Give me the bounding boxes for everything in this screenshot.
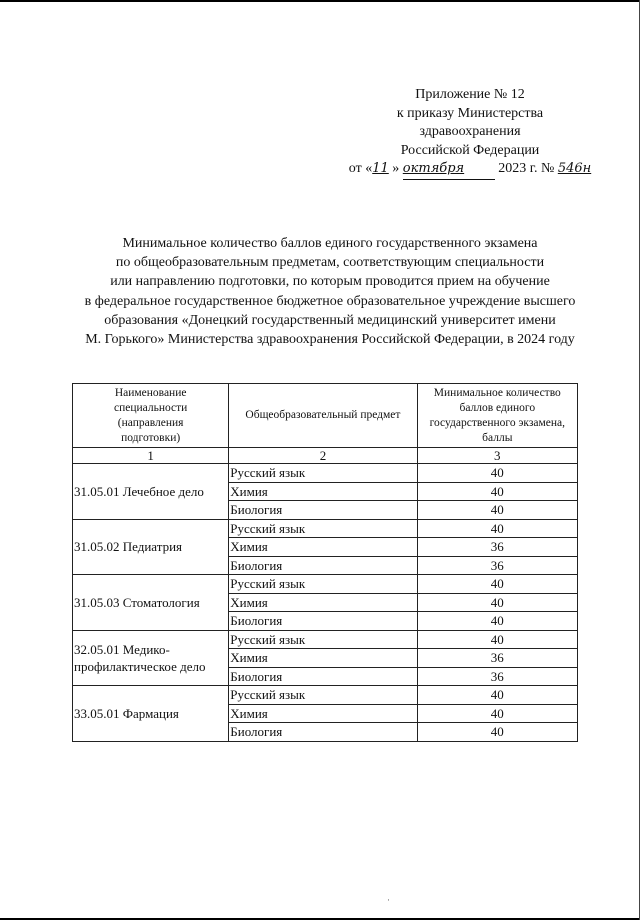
- subject-cell: Русский язык: [229, 519, 417, 538]
- table-row: [73, 630, 578, 649]
- score-cell: 40: [417, 612, 577, 631]
- date-month-field: [403, 160, 495, 180]
- score-cell: 40: [417, 464, 577, 483]
- table-body: [73, 464, 578, 742]
- subject-cell: Биология: [229, 723, 417, 742]
- order-number: 546н: [557, 161, 592, 176]
- subject-cell: Русский язык: [229, 686, 417, 705]
- subject-cell: Химия: [229, 704, 417, 723]
- column-number: 2: [229, 448, 417, 464]
- table-row: [73, 519, 578, 538]
- specialty-cell: 31.05.03 Стоматология: [73, 575, 229, 631]
- min-scores-table: [72, 383, 578, 742]
- score-cell: 36: [417, 649, 577, 668]
- subject-cell: Биология: [229, 501, 417, 520]
- score-cell: 36: [417, 556, 577, 575]
- title-line: или направлению подготовки, по которым проводится прием на обучение: [110, 274, 550, 290]
- table-row: [73, 464, 578, 483]
- appendix-order-ref: к приказу Министерства: [396, 105, 544, 121]
- score-cell: 40: [417, 630, 577, 649]
- title-line: образования «Донецкий государственный медицинский университет имени: [104, 312, 556, 328]
- score-cell: 36: [417, 538, 577, 557]
- title-line: в федеральное государственное бюджетное образовательное учреждение высшего: [84, 293, 576, 309]
- specialty-cell: 33.05.01 Фармация: [73, 686, 229, 742]
- date-prefix: от «: [348, 161, 373, 176]
- score-cell: 40: [417, 519, 577, 538]
- score-cell: 36: [417, 667, 577, 686]
- subject-cell: Химия: [229, 538, 417, 557]
- subject-cell: Химия: [229, 649, 417, 668]
- subject-cell: Биология: [229, 612, 417, 631]
- subject-cell: Биология: [229, 556, 417, 575]
- score-cell: 40: [417, 723, 577, 742]
- specialty-cell: 31.05.02 Педиатрия: [73, 519, 229, 575]
- title-line: М. Горького» Министерства здравоохранения Российской Федерации, в 2024 году: [85, 332, 575, 348]
- date-day: 11: [372, 161, 389, 176]
- column-number: 3: [417, 448, 577, 464]
- table-row: [73, 686, 578, 705]
- table-row: [73, 575, 578, 594]
- scan-edge-top: [0, 0, 640, 2]
- appendix-ministry: здравоохранения: [419, 124, 521, 139]
- date-mid: »: [392, 161, 400, 176]
- score-cell: 40: [417, 482, 577, 501]
- specialty-cell: 32.05.01 Медико-профилактическое дело: [73, 630, 229, 686]
- subject-cell: Химия: [229, 593, 417, 612]
- subject-cell: Биология: [229, 667, 417, 686]
- score-cell: 40: [417, 575, 577, 594]
- title-line: Минимальное количество баллов единого государственного экзамена: [122, 236, 538, 251]
- header-min-score: Минимальное количество баллов единого государственного экзамена, баллы: [417, 384, 577, 448]
- subject-cell: Русский язык: [229, 575, 417, 594]
- subject-cell: Русский язык: [229, 464, 417, 483]
- document-title: [60, 234, 600, 349]
- appendix-country: Российской Федерации: [400, 142, 540, 158]
- title-line: по общеобразовательным предметам, соответствующим специальности: [115, 255, 545, 271]
- subject-cell: Русский язык: [229, 630, 417, 649]
- score-cell: 40: [417, 501, 577, 520]
- appendix-number: Приложение № 12: [415, 87, 525, 102]
- date-year: 2023 г. №: [498, 161, 555, 176]
- date-month: октября: [402, 161, 465, 176]
- specialty-cell: 31.05.01 Лечебное дело: [73, 464, 229, 520]
- score-cell: 40: [417, 704, 577, 723]
- subject-cell: Химия: [229, 482, 417, 501]
- scan-mark: ·: [387, 895, 390, 905]
- header-specialty: Наименование специальности (направления подготовки): [73, 384, 229, 448]
- score-cell: 40: [417, 686, 577, 705]
- score-cell: 40: [417, 593, 577, 612]
- column-number: 1: [73, 448, 229, 464]
- header-subject: Общеобразовательный предмет: [229, 384, 417, 448]
- appendix-header: [330, 86, 610, 180]
- appendix-date-line: [330, 160, 610, 180]
